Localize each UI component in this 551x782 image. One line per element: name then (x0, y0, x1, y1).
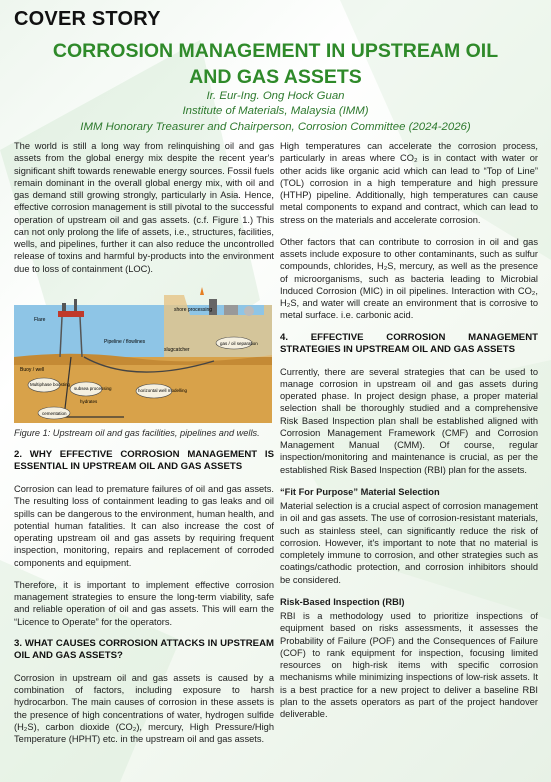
section-3-paragraph-1: Corrosion in upstream oil and gas assets is caused by a combination of factors, including exposure to harsh hydrocarbon. The main causes of corrosion in these assets is the presence of high concentrations of water, hydrogen sulfide (H₂S), carbon dioxide (CO₂), mercury, High Pressure/High Temperature (HPHT) etc. in the upstream oil and gas assets. (14, 672, 274, 744)
label-gas-oil-separation: gas / oil separation (220, 340, 258, 346)
section-3-heading: 3. WHAT CAUSES CORROSION ATTACKS IN UPSTREAM OIL AND GAS ASSETS? (14, 637, 274, 661)
label-shore-processing: shore processing (174, 306, 213, 313)
author-role: IMM Honorary Treasurer and Chairperson, Corrosion Committee (2024-2026) (80, 121, 471, 133)
title-line-2: AND GAS ASSETS (189, 66, 362, 88)
section-2-heading: 2. WHY EFFECTIVE CORROSION MANAGEMENT IS ESSENTIAL IN UPSTREAM OIL AND GAS ASSETS (14, 449, 274, 472)
author-name: Ir. Eur-Ing. Ong Hock Guan (206, 90, 345, 102)
label-cementation: cementation (42, 410, 67, 416)
section-4-paragraph-1: Currently, there are several strategies that can be used to manage corrosion in upstream oil and gas assets during operated phase. In project design phase, a proper material selection shall be thoroughly studied and a comprehensive Risk Based Inspection plan shall be established aligned with Corrosion Management Framework (CMF) and Corrosion Management Manual (CMM). Of course, regular inspection/monitoring and maintenance is crucial, as per the established Risk Based Inspection (RBI) plan for the assets. (280, 366, 538, 475)
rbi-subheading: Risk-Based Inspection (RBI) (280, 596, 405, 607)
material-selection-paragraph: Material selection is a crucial aspect of corrosion management in oil and gas assets. The use of corrosion-resistant materials, such as stainless steel, can significantly reduce the risk of corrosion. However, it's important to note that no material is completely immune to corrosion, and other strategies such as coatings/cathodic protection, and corrosion inhibitors should be considered. (280, 501, 538, 585)
right-column (280, 140, 538, 730)
left-column (14, 140, 274, 755)
label-slugcatcher: slugcatcher (164, 346, 190, 353)
section-3-paragraph-3: Other factors that can contribute to corrosion in oil and gas assets include exposure to other contaminants, such as sulfur compounds, chlorides, H₂S, mercury, as well as the presence of microorganisms, such as bacteria leading to Microbial Induced Corrosion (MIC) in oil pipelines. Interaction with CO₂, H₂S, and water will create an environment that is corrosive to metal surface. i.e. carbonic acid. (280, 236, 538, 321)
offshore-facilities-diagram (14, 285, 272, 423)
author-affiliation: Institute of Materials, Malaysia (IMM) (182, 105, 369, 117)
title-line-1: CORROSION MANAGEMENT IN UPSTREAM OIL (52, 40, 499, 62)
section-2-paragraph-2: Therefore, it is important to implement effective corrosion management strategies to ensure the long-term viability, safe and reliable operation of oil and gas assets. This will earn the “Licence to Operate” for the operators. (14, 579, 274, 627)
section-kicker: COVER STORY (14, 8, 161, 30)
label-multiphase-boosting: Multiphase boosting (30, 381, 71, 387)
section-4-heading: 4. EFFECTIVE CORROSION MANAGEMENT STRATEGIES IN UPSTREAM OIL AND GAS ASSETS (280, 331, 538, 355)
label-pipeline: Pipeline / flowlines (104, 338, 146, 345)
rbi-paragraph: RBI is a methodology used to prioritize inspections of equipment based on risks assessments, it assesses the Probability of Failure (POF) and the Consequences of Failure (COF) to rank equipment for inspection, focusing limited resources on high-risk items with specific corrosion mechanisms while minimizing inspections of low-risk assets. It is a best practice for a new project to deliver a baseline RBI plan to the assets operators as part of the project handover deliverable. (280, 611, 538, 719)
label-subsea-processing: subsea processing (74, 385, 112, 391)
intro-paragraph: The world is still a long way from relinquishing oil and gas assets from the global energy mix despite the recent year's significant shift towards renewable energy sources. Fossil fuels remain dominant in the overall global energy mix, with oil and gas demand still growing strongly, particularly in Asia. Hence, effective corrosion management is still pivotal to the successful operation of upstream oil and gas assets. (c.f. Figure 1.) This can not only prolong the life of assets, i.e., structures, facilities, wells, and pipelines, further it can also reduce the uncontrolled release of toxins and harmful by-products into the environment due to loss of containment (LOC). (14, 141, 274, 274)
figure-caption: Figure 1: Upstream oil and gas facilities, pipelines and wells. (14, 427, 260, 438)
label-horizontal-well: horizontal well modelling (138, 387, 188, 393)
label-flare: Flare (34, 316, 46, 323)
section-2-paragraph-1: Corrosion can lead to premature failures of oil and gas assets. The resulting loss of containment leading to gas leaks and oil spills can be dangerous to the environment, human health, and potential human fatalities. It can also increase the cost of operating upstream oil and gas assets by requiring frequent inspection, monitoring, repairs and replacement of corroded components and equipment. (14, 484, 274, 568)
figure-1-illustration (14, 285, 272, 423)
material-selection-subheading: “Fit For Purpose” Material Selection (280, 486, 440, 497)
section-3-paragraph-2: High temperatures can accelerate the corrosion process, particularly in areas where CO₂ is in contact with water or other acids like organic acid which can lead to “Top of Line” (TOL) corrosion in a high temperature and high pressure (HTHP) pipeline. Additionally, high temperatures can cause metal components to expand and contract, which can lead to stress on the materials and accelerate corrosion. (280, 141, 538, 225)
label-buoy-well: Buoy / well (20, 366, 45, 373)
article-title (20, 38, 531, 90)
label-hydrates: hydrates (80, 398, 98, 404)
